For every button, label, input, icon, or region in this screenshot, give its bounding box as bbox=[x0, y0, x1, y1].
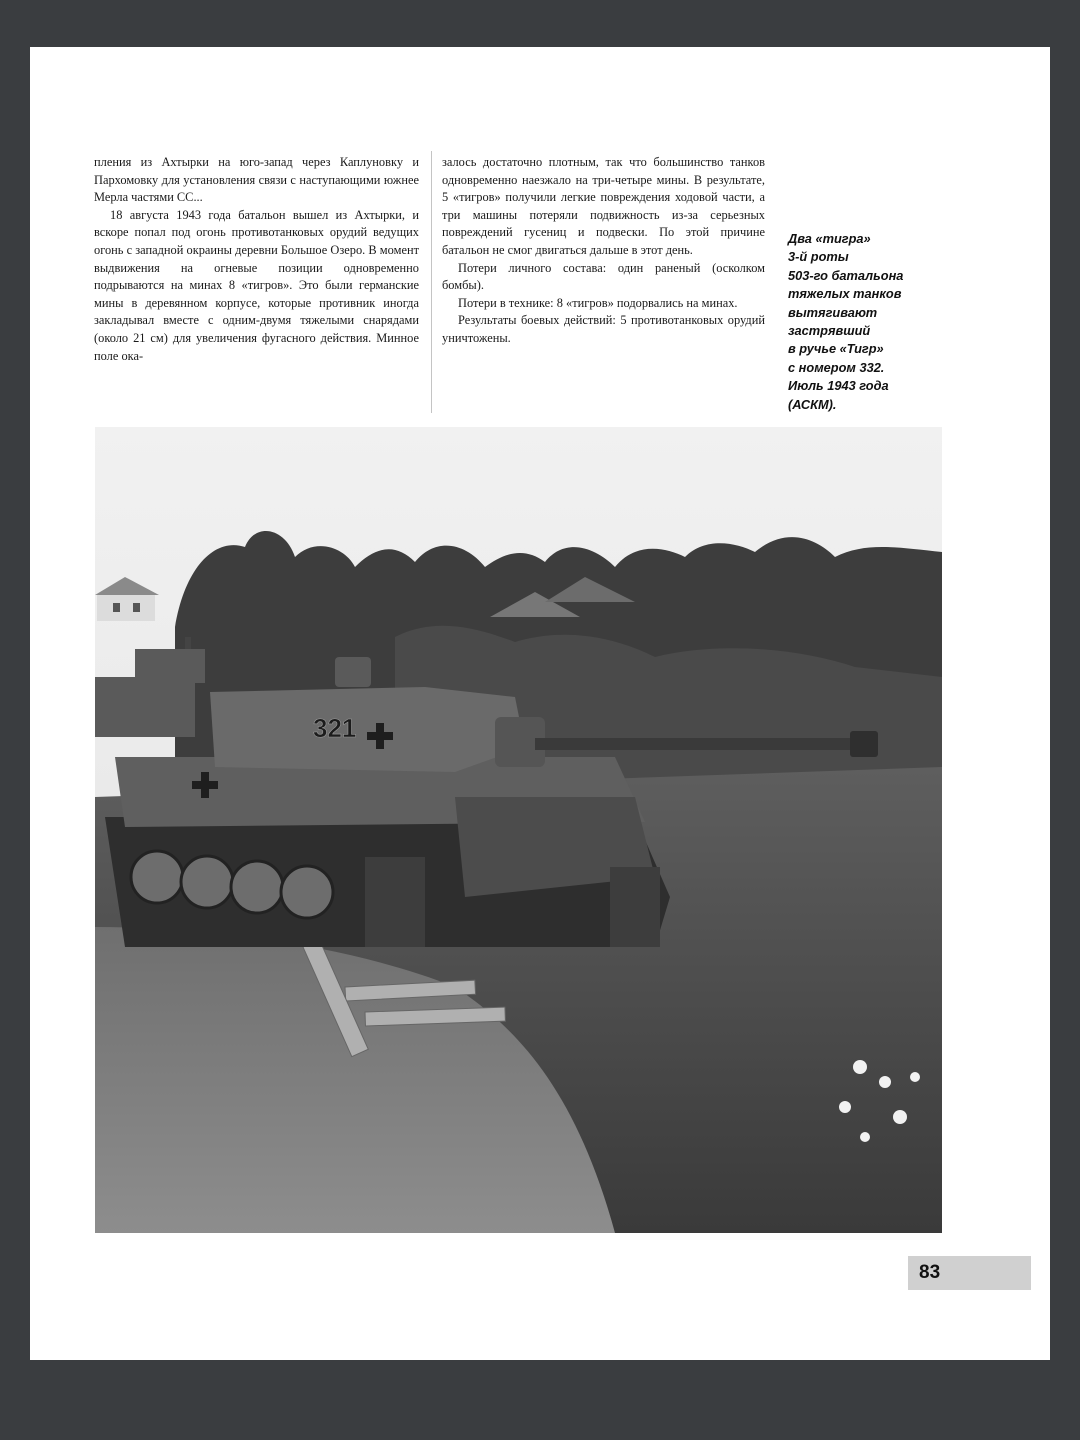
caption-line: (АСКМ). bbox=[788, 396, 837, 412]
caption-line: вытягивают bbox=[788, 304, 878, 320]
paragraph: пления из Ахтырки на юго-запад через Каплуновку и Пархомовку для установления связи с наступающими южнее Мерла частями СС... bbox=[94, 155, 419, 205]
caption-line: 3-й роты bbox=[788, 249, 849, 265]
paragraph: Результаты боевых действий: 5 противотанковых орудий уничтожены. bbox=[442, 313, 765, 345]
paragraph: Потери личного состава: один раненый (осколком бомбы). bbox=[442, 260, 765, 293]
caption-line: 503-го батальона bbox=[788, 267, 904, 283]
page-number: 83 bbox=[908, 1256, 1031, 1290]
column-divider bbox=[431, 151, 432, 413]
photo-caption bbox=[788, 230, 938, 414]
paragraph: залось достаточно плотным, так что большинство танков одновременно наезжало на три-четыре мины. В результате, 5 «тигров» получили легкие повреждения ходовой части, а три машины потеряли подвижность из-за серьезных повреждений гусениц и подвески. По этой причине батальон не смог двигаться дальше в этот день. bbox=[442, 155, 765, 257]
caption-line: Два «тигра» bbox=[788, 231, 871, 246]
paragraph: Потери в технике: 8 «тигров» подорвались на минах. bbox=[458, 295, 738, 310]
caption-line: застрявший bbox=[788, 323, 871, 339]
text-column-left bbox=[94, 154, 419, 365]
caption-line: с номером 332. bbox=[788, 359, 885, 375]
caption-line: в ручье «Тигр» bbox=[788, 341, 884, 357]
caption-line: Июль 1943 года bbox=[788, 378, 889, 394]
book-page bbox=[30, 47, 1050, 1360]
text-column-right bbox=[442, 154, 765, 348]
paragraph: 18 августа 1943 года батальон вышел из Ахтырки, и вскоре попал под огонь противотанковых орудий ведущих огонь с западной окраины деревни Большое Озеро. В момент выдвижения на огневые позиции одновременно подрываются на минах 8 «тигров». Это были германские мины в деревянном корпусе, которые противник иногда закладывал вместе с одним-двумя тяжелыми снарядами (около 21 см) для увеличения фугасного действия. Минное поле ока- bbox=[94, 207, 419, 363]
tank-photo bbox=[95, 427, 942, 1233]
turret-number: 321 bbox=[313, 713, 357, 743]
caption-line: тяжелых танков bbox=[788, 286, 902, 302]
